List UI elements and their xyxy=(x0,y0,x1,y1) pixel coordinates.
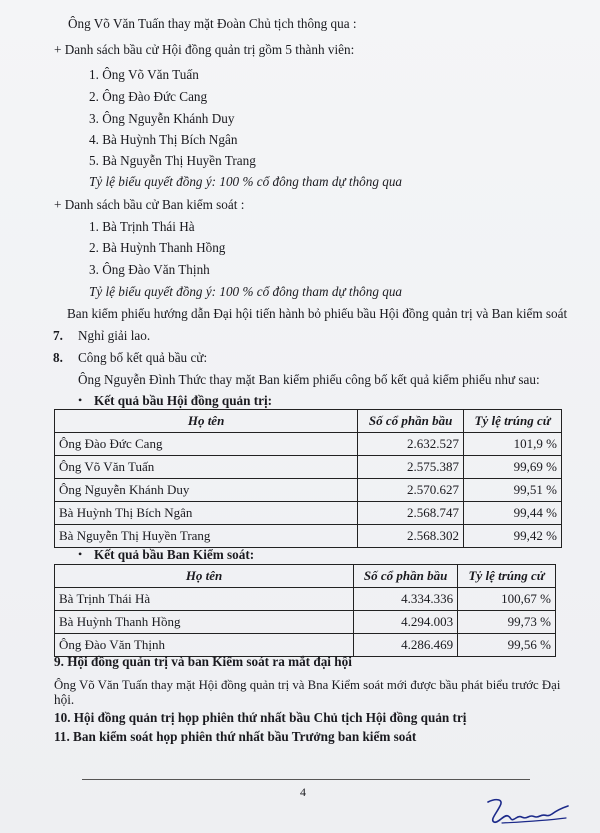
hdqt-candidate: 1. Ông Võ Văn Tuấn xyxy=(89,67,199,82)
rate-cell: 101,9 % xyxy=(464,433,562,456)
table-header-row xyxy=(55,410,562,433)
section-9-heading: 9. Hội đồng quản trị và ban Kiểm soát ra mắt đại hội xyxy=(54,654,352,669)
section-9-line-1: Ông Võ Văn Tuấn thay mặt Hội đồng quản trị và Bna Kiểm soát mới được bầu phát biểu trước Đại xyxy=(54,678,561,692)
shares-cell: 2.575.387 xyxy=(358,456,464,479)
shares-cell: 4.334.336 xyxy=(354,588,458,611)
intro-line: Ông Võ Văn Tuấn thay mặt Đoàn Chủ tịch thông qua : xyxy=(68,16,357,31)
table-row xyxy=(55,433,562,456)
page-number: 4 xyxy=(300,785,306,799)
hdqt-list-heading: + Danh sách bầu cử Hội đồng quản trị gồm 5 thành viên: xyxy=(54,42,355,57)
name-cell: Bà Nguyễn Thị Huyền Trang xyxy=(55,525,358,548)
rate-cell: 100,67 % xyxy=(458,588,556,611)
column-header: Họ tên xyxy=(55,565,354,588)
section-9-line-2: hội. xyxy=(54,692,75,707)
column-header: Số cổ phần bầu xyxy=(354,565,458,588)
column-header: Tỷ lệ trúng cử xyxy=(458,565,556,588)
table-row xyxy=(55,611,556,634)
table-row xyxy=(55,588,556,611)
shares-cell: 2.568.302 xyxy=(358,525,464,548)
table-header-row xyxy=(55,565,556,588)
rate-cell: 99,42 % xyxy=(464,525,562,548)
column-header: Họ tên xyxy=(55,410,358,433)
signature-icon xyxy=(482,796,572,828)
shares-cell: 4.294.003 xyxy=(354,611,458,634)
rate-cell: 99,51 % xyxy=(464,479,562,502)
announce-line: Ông Nguyễn Đình Thức thay mặt Ban kiểm phiếu công bố kết quả kiểm phiếu như sau: xyxy=(78,372,540,387)
name-cell: Ông Đào Đức Cang xyxy=(55,433,358,456)
section-10-heading: 10. Hội đồng quản trị họp phiên thứ nhất bầu Chủ tịch Hội đồng quản trị xyxy=(54,710,467,725)
table-row xyxy=(55,479,562,502)
item-8-number: 8. xyxy=(53,350,63,365)
rate-cell: 99,44 % xyxy=(464,502,562,525)
shares-cell: 4.286.469 xyxy=(354,634,458,657)
bullet-icon: • xyxy=(78,547,83,561)
rate-cell: 99,73 % xyxy=(458,611,556,634)
hdqt-candidate: 5. Bà Nguyễn Thị Huyền Trang xyxy=(89,153,256,168)
bks-candidate: 3. Ông Đào Văn Thịnh xyxy=(89,262,210,277)
item-7-text: Nghỉ giải lao. xyxy=(78,328,151,343)
bks-results-table xyxy=(54,564,556,657)
name-cell: Bà Huỳnh Thanh Hồng xyxy=(55,611,354,634)
bks-candidate: 1. Bà Trịnh Thái Hà xyxy=(89,219,195,234)
table-row xyxy=(55,456,562,479)
rate-cell: 99,69 % xyxy=(464,456,562,479)
table-row xyxy=(55,525,562,548)
hdqt-candidate: 3. Ông Nguyễn Khánh Duy xyxy=(89,111,235,126)
column-header: Số cổ phần bầu xyxy=(358,410,464,433)
bks-candidate: 2. Bà Huỳnh Thanh Hồng xyxy=(89,240,226,255)
hdqt-results-heading: Kết quả bầu Hội đồng quản trị: xyxy=(94,393,273,408)
hdqt-results-table xyxy=(54,409,562,548)
hdqt-candidate: 2. Ông Đào Đức Cang xyxy=(89,89,208,104)
bullet-icon: • xyxy=(78,393,83,407)
guidance-line: Ban kiểm phiếu hướng dẫn Đại hội tiến hành bỏ phiếu bầu Hội đồng quản trị và Ban kiểm soát xyxy=(67,306,568,321)
section-11-heading: 11. Ban kiểm soát họp phiên thứ nhất bầu Trưởng ban kiểm soát xyxy=(54,729,417,744)
shares-cell: 2.568.747 xyxy=(358,502,464,525)
item-8-text: Công bố kết quả bầu cử: xyxy=(78,350,208,365)
footer-divider xyxy=(82,779,530,780)
bks-approval-rate: Tỷ lệ biểu quyết đồng ý: 100 % cổ đông tham dự thông qua xyxy=(89,284,403,299)
column-header: Tỷ lệ trúng cử xyxy=(464,410,562,433)
name-cell: Ông Võ Văn Tuấn xyxy=(55,456,358,479)
rate-cell: 99,56 % xyxy=(458,634,556,657)
name-cell: Ông Nguyễn Khánh Duy xyxy=(55,479,358,502)
bks-results-heading: Kết quả bầu Ban Kiểm soát: xyxy=(94,547,255,562)
item-7-number: 7. xyxy=(53,328,63,343)
hdqt-approval-rate: Tỷ lệ biểu quyết đồng ý: 100 % cổ đông tham dự thông qua xyxy=(89,174,403,189)
shares-cell: 2.570.627 xyxy=(358,479,464,502)
hdqt-candidate: 4. Bà Huỳnh Thị Bích Ngân xyxy=(89,132,238,147)
name-cell: Ông Đào Văn Thịnh xyxy=(55,634,354,657)
name-cell: Bà Trịnh Thái Hà xyxy=(55,588,354,611)
table-row xyxy=(55,502,562,525)
bks-list-heading: + Danh sách bầu cử Ban kiểm soát : xyxy=(54,197,245,212)
shares-cell: 2.632.527 xyxy=(358,433,464,456)
name-cell: Bà Huỳnh Thị Bích Ngân xyxy=(55,502,358,525)
